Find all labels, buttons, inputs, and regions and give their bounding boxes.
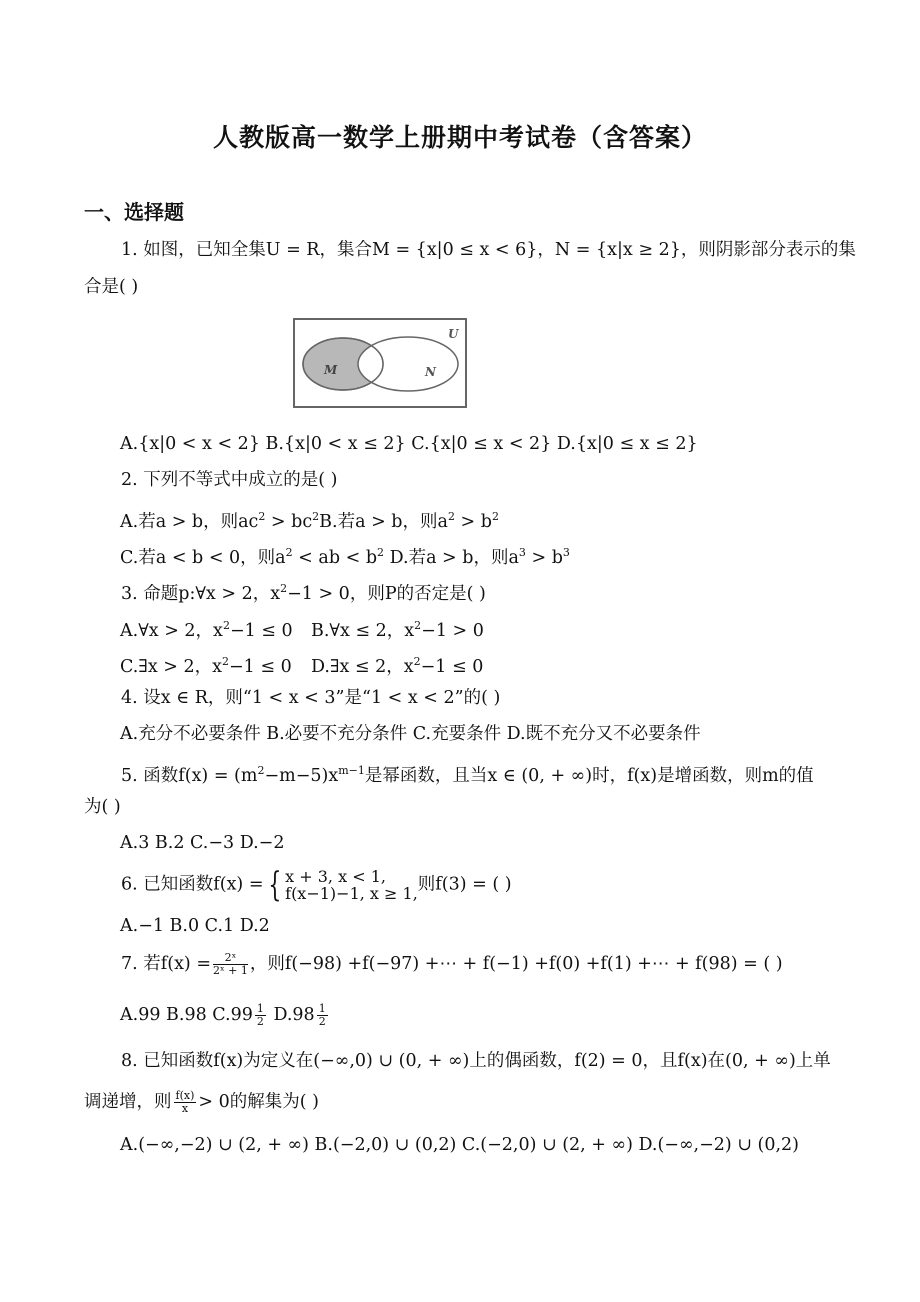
q6-s2: 则f(3) = ( ): [417, 874, 512, 895]
q7-s2: ，则f(−98) +f(−97) +⋯ + f(−1) +f(0) +f(1) +⋯ + f(98) = ( ): [249, 954, 783, 974]
q6-options: A.−1 B.0 C.1 D.2: [120, 916, 270, 936]
q3-b2: −1 > 0: [421, 620, 484, 641]
q3-stem-a: 3. 命题p:∀x > 2，x: [121, 583, 281, 604]
frac-num: 1: [256, 1002, 264, 1015]
q2-option-b: B.若a > b，则a: [319, 511, 448, 532]
q3-option-c: [120, 650, 292, 679]
exp: 2: [414, 619, 422, 632]
q6-case1: x + 3, x < 1,: [285, 867, 386, 886]
section-heading: 一、选择题: [84, 200, 184, 224]
q2-option-a: A.若a > b，则ac: [120, 511, 259, 532]
q5-s3: 是幂函数，且当x ∈ (0, + ∞)时，f(x)是增函数，则m的值: [364, 765, 814, 786]
q6-stem: [121, 865, 512, 905]
piecewise-cases: [285, 868, 418, 902]
exp: 3: [518, 546, 526, 559]
q2-option-c-rest: < ab < b: [292, 547, 378, 568]
venn-label-u: U: [448, 327, 459, 341]
q8-s2: > 0的解集为( ): [198, 1092, 319, 1112]
q3-c1: C.∃x > 2，x: [120, 656, 222, 677]
q7-options: [120, 1003, 330, 1028]
frac-num: 2ˣ: [213, 952, 248, 965]
q6-s1: 6. 已知函数f(x) =: [121, 874, 264, 895]
exp: 2: [447, 510, 455, 523]
fraction: [174, 1090, 197, 1115]
q7-opts-abc: A.99 B.98 C.99: [120, 1005, 253, 1025]
q8-stem-line2: [84, 1090, 319, 1115]
q8-options: A.(−∞,−2) ∪ (2, + ∞) B.(−2,0) ∪ (0,2) C.(−2,0) ∪ (2, + ∞) D.(−∞,−2) ∪ (0,2): [120, 1135, 799, 1155]
exp: 2: [222, 619, 230, 632]
exp: 2: [491, 510, 499, 523]
frac-num: 1: [318, 1002, 326, 1015]
fraction: [317, 1003, 328, 1028]
q3-d1: D.∃x ≤ 2，x: [311, 656, 414, 677]
q1-stem-line1: 1. 如图，已知全集U = R，集合M = {x|0 ≤ x < 6}，N = {x|x ≥ 2}，则阴影部分表示的集: [121, 240, 856, 260]
venn-label-m: M: [324, 363, 338, 377]
q8-stem-line1: 8. 已知函数f(x)为定义在(−∞,0) ∪ (0, + ∞)上的偶函数，f(2) = 0，且f(x)在(0, + ∞)上单: [121, 1051, 831, 1071]
q3-c2: −1 ≤ 0: [228, 656, 292, 677]
q2-options-cd: [120, 541, 570, 570]
exp: 2: [258, 510, 266, 523]
q3-stem-b: −1 > 0，则P的否定是( ): [287, 583, 486, 604]
q3-a1: A.∀x > 2，x: [120, 620, 223, 641]
q3-a2: −1 ≤ 0: [229, 620, 293, 641]
q5-options: A.3 B.2 C.−3 D.−2: [120, 833, 285, 853]
q3-d2: −1 ≤ 0: [420, 656, 484, 677]
q7-s1: 7. 若f(x) =: [121, 954, 211, 974]
exp: 2: [413, 655, 421, 668]
q1-options: A.{x|0 < x < 2} B.{x|0 < x ≤ 2} C.{x|0 ≤ x < 2} D.{x|0 ≤ x ≤ 2}: [120, 434, 698, 454]
q3-option-a: [120, 614, 293, 643]
q3-option-d: [311, 650, 483, 679]
q6-case2: f(x−1)−1, x ≥ 1,: [285, 884, 418, 903]
frac-den: x: [181, 1102, 189, 1115]
q1-stem-line2: 合是( ): [84, 277, 139, 297]
brace: {: [267, 865, 281, 905]
q5-s1: 5. 函数f(x) = (m: [121, 765, 258, 786]
q7-opt-d: D.98: [267, 1005, 315, 1025]
q3-b1: B.∀x ≤ 2，x: [311, 620, 415, 641]
q7-stem: [121, 952, 783, 977]
q5-stem-line2: 为( ): [84, 797, 121, 817]
frac-den: 2ˣ + 1: [213, 964, 248, 977]
exp: 3: [562, 546, 570, 559]
q4-options: A.充分不必要条件 B.必要不充分条件 C.充要条件 D.既不充分又不必要条件: [120, 724, 701, 744]
exp: 2: [221, 655, 229, 668]
exp: 2: [377, 546, 385, 559]
q4-stem: 4. 设x ∈ R，则“1 < x < 3”是“1 < x < 2”的( ): [121, 688, 501, 708]
q3-option-b: [311, 614, 484, 643]
q2-option-c: C.若a < b < 0，则a: [120, 547, 286, 568]
exp: 2: [280, 582, 288, 595]
frac-num: f(x): [175, 1089, 195, 1102]
venn-diagram: [293, 318, 467, 408]
q3-stem: [121, 577, 486, 606]
fraction: [255, 1003, 266, 1028]
page-title: 人教版高一数学上册期中考试卷（含答案）: [212, 123, 707, 152]
q2-options-ab: [120, 505, 499, 534]
q5-stem-line1: [121, 759, 814, 788]
exp: 2: [257, 764, 265, 777]
q2-option-d-rest: > b: [525, 547, 563, 568]
q2-option-b-rest: > b: [454, 511, 492, 532]
exp: 2: [312, 510, 320, 523]
venn-label-n: N: [425, 365, 436, 379]
q5-s2: −m−5)x: [264, 765, 339, 786]
frac-den: 2: [318, 1015, 326, 1028]
q2-option-a-rest: > bc: [265, 511, 313, 532]
frac-den: 2: [256, 1015, 264, 1028]
q2-stem: 2. 下列不等式中成立的是( ): [121, 470, 338, 490]
exp: 2: [285, 546, 293, 559]
q8-s1: 调递增，则: [84, 1092, 172, 1112]
exp: m−1: [338, 764, 365, 777]
fraction: [213, 952, 248, 977]
q2-option-d: D.若a > b，则a: [384, 547, 519, 568]
